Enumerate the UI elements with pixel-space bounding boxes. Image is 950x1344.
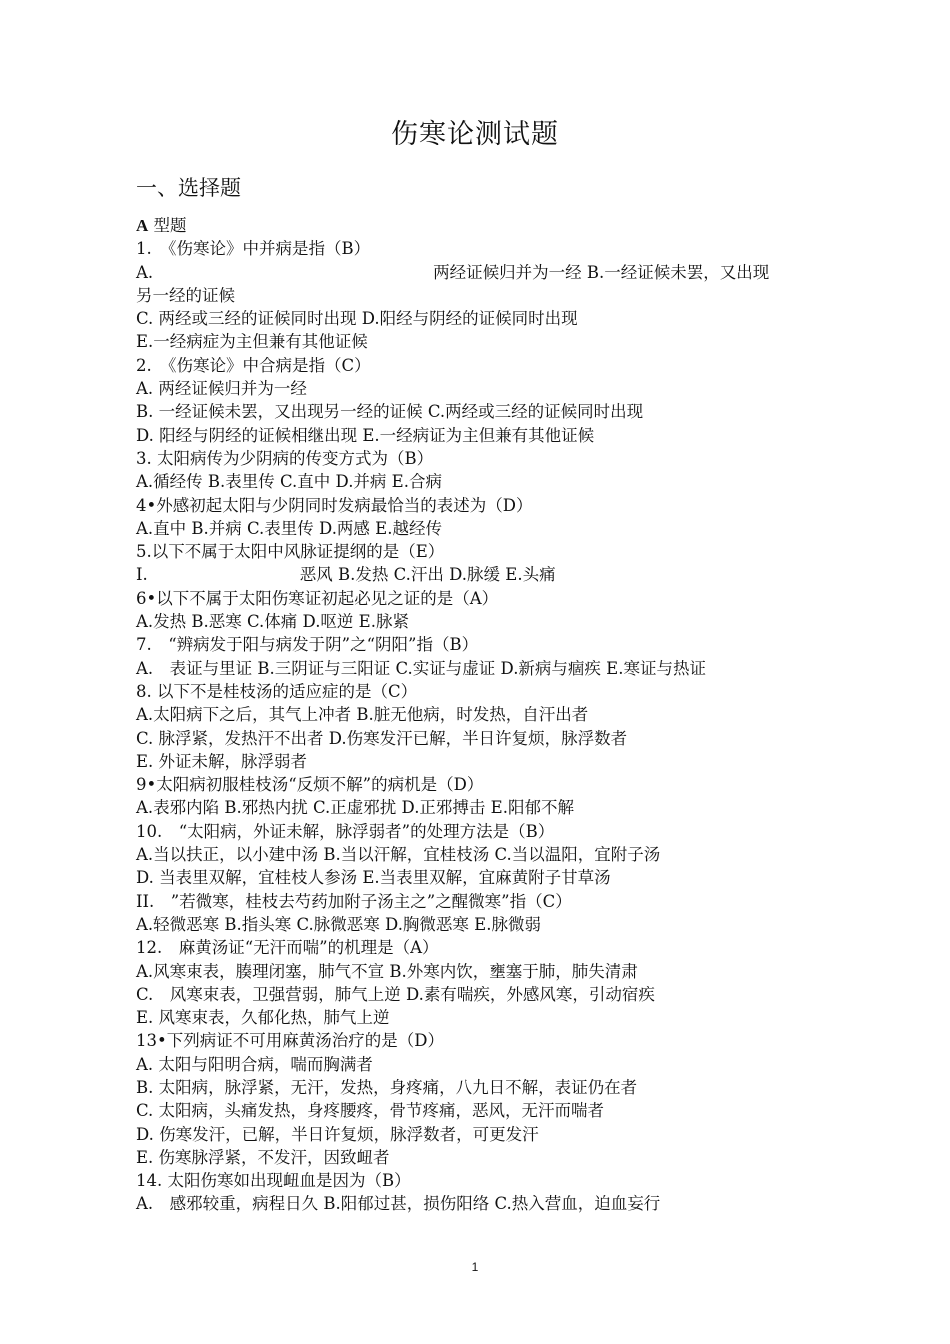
section-heading: 一、选择题 xyxy=(136,176,241,200)
line-text: D. 阳经与阴经的证候相继出现 E.一经病证为主但兼有其他证候 xyxy=(136,425,595,445)
text-line xyxy=(136,284,816,307)
subsection-letter: A xyxy=(136,216,149,235)
line-text: C. 脉浮紧，发热汗不出者 D.伤寒发汗已解，半日许复烦，脉浮数者 xyxy=(136,728,628,748)
line-text: A.直中 B.并病 C.表里传 D.两感 E.越经传 xyxy=(136,518,442,538)
line-text-continued: 恶风 B.发热 C.汗出 D.脉缓 E.头痛 xyxy=(299,565,556,585)
line-text: E. 外证未解，脉浮弱者 xyxy=(136,751,308,771)
line-text: A. 感邪较重，病程日久 B.阳郁过甚，损伤阳络 C.热入营血，迫血妄行 xyxy=(136,1194,661,1214)
line-text: 12. 麻黄汤证“无汗而喘”的机理是（A） xyxy=(136,938,439,958)
line-text: A.太阳病下之后，其气上冲者 B.脏无他病，时发热，自汗出者 xyxy=(136,705,589,725)
question-list xyxy=(136,214,816,1216)
text-line xyxy=(136,587,816,610)
line-text: I. xyxy=(136,565,148,585)
line-text: C. 风寒束表，卫强营弱，肺气上逆 D.素有喘疾，外感风寒，引动宿疾 xyxy=(136,984,655,1004)
text-line xyxy=(136,424,816,447)
text-line xyxy=(136,820,816,843)
text-line xyxy=(136,237,816,260)
line-text: A. 两经证候归并为一经 xyxy=(136,379,307,399)
line-text: B. 一经证候未罢，又出现另一经的证候 C.两经或三经的证候同时出现 xyxy=(136,402,644,422)
text-line xyxy=(136,1123,816,1146)
subsection-label: 型题 xyxy=(148,216,187,235)
line-text: C. 太阳病，头痛发热，身疼腰疼，骨节疼痛，恶风，无汗而喘者 xyxy=(136,1101,605,1121)
line-text: 另一经的证候 xyxy=(136,285,235,305)
line-text: A. xyxy=(136,262,154,282)
text-line xyxy=(136,750,816,773)
line-text: A. 表证与里证 B.三阴证与三阳证 C.实证与虚证 D.新病与痼疾 E.寒证与热证 xyxy=(136,658,706,678)
text-line xyxy=(136,727,816,750)
text-line xyxy=(136,377,816,400)
line-text: 8. 以下不是桂枝汤的适应症的是（C） xyxy=(136,681,418,701)
text-line xyxy=(136,1192,816,1215)
line-text-continued: 两经证候归并为一经 B.一经证候未罢，又出现 xyxy=(433,262,770,282)
text-line xyxy=(136,540,816,563)
text-line xyxy=(136,773,816,796)
line-text: B. 太阳病，脉浮紧，无汗，发热，身疼痛，八九日不解，表证仍在者 xyxy=(136,1077,638,1097)
text-line xyxy=(136,517,816,540)
line-text: E.一经病症为主但兼有其他证候 xyxy=(136,332,368,352)
text-line xyxy=(136,1006,816,1029)
text-line xyxy=(136,680,816,703)
text-line xyxy=(136,447,816,470)
line-text: C. 两经或三经的证候同时出现 D.阳经与阴经的证候同时出现 xyxy=(136,309,578,329)
text-line xyxy=(136,913,816,936)
line-text: 9•太阳病初服桂枝汤“反烦不解”的病机是（D） xyxy=(136,775,484,795)
question-lines xyxy=(136,237,816,1215)
text-line xyxy=(136,563,816,586)
page-number: 1 xyxy=(471,1260,479,1274)
line-text: A. 太阳与阳明合病，喘而胸满者 xyxy=(136,1054,373,1074)
text-line xyxy=(136,633,816,656)
text-line xyxy=(136,1146,816,1169)
text-line xyxy=(136,657,816,680)
line-text: D. 当表里双解，宜桂枝人参汤 E.当表里双解，宜麻黄附子甘草汤 xyxy=(136,868,611,888)
line-text: E. 伤寒脉浮紧，不发汗，因致衄者 xyxy=(136,1147,390,1167)
text-line xyxy=(136,307,816,330)
line-text: 10. “太阳病，外证未解，脉浮弱者”的处理方法是（B） xyxy=(136,821,555,841)
text-line xyxy=(136,1029,816,1052)
line-text: A.风寒束表，腠理闭塞，肺气不宣 B.外寒内饮，壅塞于肺，肺失清肃 xyxy=(136,961,638,981)
line-text: A.发热 B.恶寒 C.体痛 D.呕逆 E.脉紧 xyxy=(136,612,409,632)
text-line xyxy=(136,494,816,517)
line-text: 6•以下不属于太阳伤寒证初起必见之证的是（A） xyxy=(136,588,499,608)
line-text: 4•外感初起太阳与少阴同时发病最恰当的表述为（D） xyxy=(136,495,533,515)
text-line xyxy=(136,1169,816,1192)
line-text: A.轻微恶寒 B.指头寒 C.脉微恶寒 D.胸微恶寒 E.脉微弱 xyxy=(136,914,541,934)
text-line xyxy=(136,796,816,819)
line-text: 7. “辨病发于阳与病发于阴”之“阴阳”指（B） xyxy=(136,635,479,655)
line-text: A.当以扶正，以小建中汤 B.当以汗解，宜桂枝汤 C.当以温阳，宜附子汤 xyxy=(136,845,661,865)
page-title: 伤寒论测试题 xyxy=(391,119,559,150)
line-text: A.循经传 B.表里传 C.直中 D.并病 E.合病 xyxy=(136,472,442,492)
text-line xyxy=(136,843,816,866)
line-text: 5.以下不属于太阳中风脉证提纲的是（E） xyxy=(136,542,445,562)
text-line xyxy=(136,960,816,983)
text-line xyxy=(136,936,816,959)
line-text: 3. 太阳病传为少阴病的传变方式为（B） xyxy=(136,448,434,468)
subsection-heading xyxy=(136,214,816,237)
text-line xyxy=(136,1099,816,1122)
text-line xyxy=(136,983,816,1006)
text-line xyxy=(136,890,816,913)
line-text: A.表邪内陷 B.邪热内扰 C.正虚邪扰 D.正邪搏击 E.阳郁不解 xyxy=(136,798,574,818)
line-text: II. ”若微寒，桂枝去芍药加附子汤主之”之醒微寒”指（C） xyxy=(136,891,572,911)
line-text: D. 伤寒发汗，已解，半日许复烦，脉浮数者，可更发汗 xyxy=(136,1124,539,1144)
text-line xyxy=(136,1053,816,1076)
text-line xyxy=(136,470,816,493)
text-line xyxy=(136,330,816,353)
text-line xyxy=(136,354,816,377)
line-text: E. 风寒束表，久郁化热，肺气上逆 xyxy=(136,1008,390,1028)
text-line xyxy=(136,703,816,726)
text-line xyxy=(136,610,816,633)
text-line xyxy=(136,866,816,889)
text-line xyxy=(136,1076,816,1099)
line-text: 1. 《伤寒论》中并病是指（B） xyxy=(136,239,371,259)
line-text: 13•下列病证不可用麻黄汤治疗的是（D） xyxy=(136,1031,444,1051)
text-line xyxy=(136,261,816,284)
text-line xyxy=(136,400,816,423)
line-text: 2. 《伤寒论》中合病是指（C） xyxy=(136,355,371,375)
line-text: 14. 太阳伤寒如出现衄血是因为（B） xyxy=(136,1171,411,1191)
